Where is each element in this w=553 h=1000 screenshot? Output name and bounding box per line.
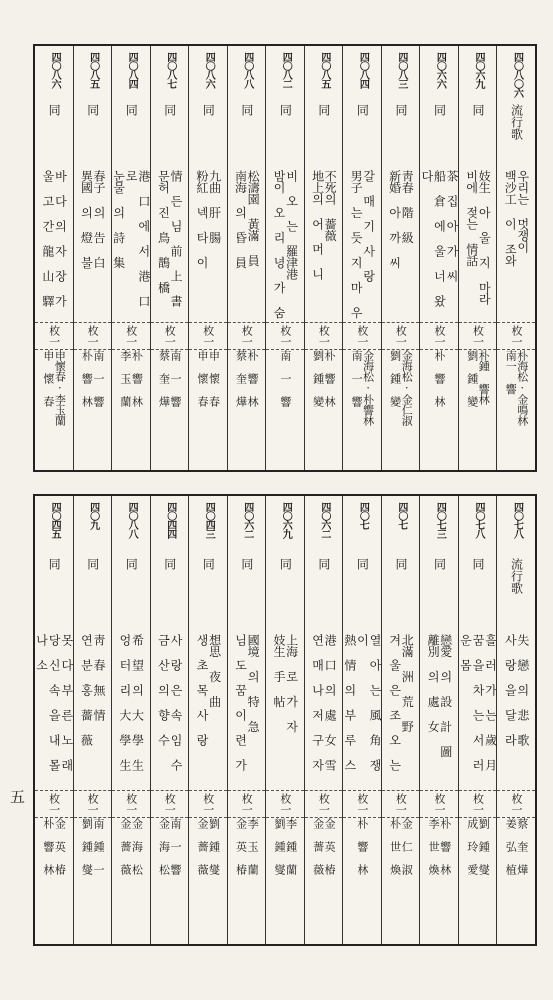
- catalog-number: 四〇八八: [126, 502, 138, 538]
- catalog-number: 四〇六九: [280, 502, 292, 538]
- genre-label: 同: [316, 558, 331, 570]
- record-entry: [35, 496, 73, 944]
- record-entry: [188, 496, 227, 944]
- performer-credits: 南 一 響 朴 響 林: [80, 350, 105, 407]
- record-entry: [458, 496, 497, 944]
- genre-label: 同: [278, 558, 293, 570]
- record-entry: [458, 46, 497, 470]
- song-titles: 情 든 님 前 上 書 문허 진 鳥 鵲 橋: [156, 170, 184, 307]
- catalog-number: 四〇八〇六: [511, 52, 523, 97]
- catalog-number: 四〇七: [395, 502, 407, 529]
- performer-credits: 金 英 椿 朴 響 林: [41, 818, 67, 875]
- record-entry: [111, 496, 150, 944]
- disc-count: 枚一: [510, 325, 523, 347]
- song-titles: 不死의 薔薇 地上의 어 머 니: [310, 170, 338, 280]
- song-titles: 갈 매 기 사 랑 男子 는 듯 지 마 우: [349, 170, 376, 318]
- catalog-number: 四〇八七: [164, 52, 176, 88]
- disc-count: 枚一: [240, 325, 254, 347]
- genre-label: 同: [316, 104, 331, 116]
- catalog-number: 四〇九: [87, 502, 99, 529]
- genre-label: 同: [355, 104, 370, 116]
- disc-count: 枚一: [317, 793, 331, 815]
- record-entry: [304, 46, 343, 470]
- record-entry: [342, 496, 381, 944]
- song-titles: 希 望 의 大 學 生 엉 터 리 大 學 生: [117, 634, 145, 771]
- genre-label: 同: [278, 104, 293, 116]
- record-entry: [496, 496, 535, 944]
- performer-credits: 朴 響 林: [355, 818, 369, 875]
- catalog-number: 四〇八八: [241, 52, 253, 88]
- performer-credits: 南 鍾 一 劉 鍾 燮: [80, 818, 105, 875]
- genre-label: 同: [47, 558, 62, 570]
- record-entry: [419, 496, 458, 944]
- catalog-number: 四〇七: [357, 502, 369, 529]
- song-titles: 春子 의 告 白 異國 의 燈 불: [79, 170, 106, 268]
- genre-label: 同: [239, 558, 254, 570]
- disc-count: 枚一: [278, 793, 292, 815]
- performer-credits: 李 玉 蘭 金 英 椿: [234, 818, 260, 875]
- genre-label: 同: [471, 558, 485, 570]
- song-titles: 흘 러 가 는 歲 月 꿈 을 차 는 서 러 운 몸: [458, 634, 498, 771]
- record-entry: [265, 496, 304, 944]
- disc-count: 枚一: [124, 325, 138, 347]
- song-titles: 北滿 洲 荒 野 겨 울 은 조 오 는: [387, 634, 415, 771]
- page-number: 五: [8, 789, 26, 804]
- genre-label: 同: [239, 104, 254, 116]
- disc-count: 枚一: [201, 793, 215, 815]
- record-entry: [35, 46, 73, 470]
- disc-count: 枚一: [163, 325, 177, 347]
- disc-count: 枚一: [47, 325, 61, 347]
- disc-count: 枚一: [355, 325, 369, 347]
- performer-credits: 申 懷 春 申 懷 春: [195, 350, 221, 407]
- performer-credits: 朴 響 林 李 世 煥: [427, 818, 452, 875]
- performer-credits: 朴 響 林 蔡 奎 燁: [234, 350, 260, 407]
- song-titles: 바 다 의 자 장 가 울 고 간 龍 山 驛: [40, 170, 68, 307]
- performer-credits: 李 鍾 蘭 劉 鍾 燮: [273, 818, 298, 875]
- song-titles: 비 오 는 羅津港 밤이 오 리 녕 가 숨: [272, 170, 299, 318]
- genre-label: 同: [201, 558, 216, 570]
- record-entry: [188, 46, 227, 470]
- performer-credits: 南 一 響 金 海 松: [157, 818, 182, 875]
- record-entry: [381, 496, 420, 944]
- genre-label: 同: [85, 104, 100, 116]
- genre-label: 同: [432, 104, 447, 116]
- record-entry: [150, 496, 189, 944]
- record-entry: [227, 496, 266, 944]
- performer-credits: 朴 響 林 李 玉 蘭: [118, 350, 144, 407]
- catalog-number: 四〇八五: [318, 52, 330, 88]
- song-titles: 戀愛 의 設 計 圖 離別 의 處 女: [426, 634, 453, 757]
- song-titles: 松濤園 黃滿 員 南海 의 昏 員: [233, 170, 261, 268]
- catalog-number: 四〇七八: [511, 502, 523, 538]
- catalog-number: 四〇八六: [49, 52, 61, 88]
- performer-credits: 朴 響 林 劉 鍾 變: [311, 350, 337, 407]
- performer-credits: 朴 響 林: [432, 350, 446, 407]
- performer-credits: 朴鍾 響林 劉 鍾 變: [465, 350, 491, 407]
- genre-label: 同: [355, 558, 370, 570]
- performer-credits: 劉 鍾 燮 金 薔 薇: [195, 818, 221, 875]
- catalog-number: 四〇八三: [395, 52, 407, 88]
- catalog-number: 四〇七八: [472, 502, 484, 538]
- record-entry: [419, 46, 458, 470]
- disc-count: 枚一: [240, 793, 254, 815]
- song-titles: 우리는 멋쟁이 백沙工 이 조와: [503, 170, 530, 266]
- song-titles: 사 랑 은 속 임 수 금 산 의 향 수: [156, 634, 184, 771]
- performer-credits: 金 仁 淑 朴 世 煥: [388, 818, 414, 875]
- disc-count: 枚一: [510, 793, 523, 815]
- disc-count: 枚一: [355, 793, 369, 815]
- performer-credits: 金 海 松 金 薔 薇: [118, 818, 144, 875]
- record-entry: [227, 46, 266, 470]
- performer-credits: 金海松·金仁淑 劉 鍾 變: [388, 350, 414, 426]
- genre-label: 同: [393, 558, 408, 570]
- song-titles: 九曲 肝 腸 粉紅 넥 타 이: [194, 170, 222, 268]
- record-entry: [496, 46, 535, 470]
- catalog-number: 四〇六六: [434, 52, 446, 88]
- performer-credits: 朴海松·金鳴林 南一 響: [504, 350, 529, 426]
- record-entry: [342, 46, 381, 470]
- song-titles: 國境 의 特 急 님 도 꿈 이 련 가: [233, 634, 261, 771]
- catalog-number: 四〇八五: [87, 52, 99, 88]
- performer-credits: 南 一 響: [278, 350, 292, 407]
- catalog-number: 四〇六二: [241, 502, 253, 538]
- catalog-number: 四〇四三: [203, 502, 215, 538]
- disc-count: 枚一: [471, 793, 485, 815]
- record-table-bottom: [33, 494, 537, 946]
- performer-credits: 申懷春·李玉蘭 申 懷 春: [41, 350, 67, 426]
- genre-label: 同: [124, 558, 139, 570]
- catalog-number: 四〇八四: [126, 52, 138, 88]
- disc-count: 枚一: [201, 325, 215, 347]
- disc-count: 枚一: [163, 793, 177, 815]
- song-titles: 港 口 의 處 女 雪 연 매 나 저 구 자: [310, 634, 338, 771]
- catalog-number: 四〇七三: [434, 502, 446, 538]
- genre-label: 同: [432, 558, 447, 570]
- performer-credits: 劉 鍾 燮 成 玲 愛: [465, 818, 491, 875]
- song-titles: 想思 夜 曲 생 초 목 사 랑: [194, 634, 222, 746]
- disc-count: 枚一: [471, 325, 485, 347]
- performer-credits: 南 一 響 蔡 奎 燁: [157, 350, 182, 407]
- record-entry: [381, 46, 420, 470]
- genre-label: 同: [471, 104, 485, 116]
- genre-label: 同: [85, 558, 100, 570]
- genre-label: 流行歌: [509, 558, 524, 594]
- disc-count: 枚一: [394, 325, 408, 347]
- song-titles: 失 戀 의 悲 歌 사 랑 을 달 라: [503, 634, 530, 746]
- record-table-top: [33, 44, 537, 472]
- disc-count: 枚一: [317, 325, 331, 347]
- record-entry: [304, 496, 343, 944]
- disc-count: 枚一: [394, 793, 408, 815]
- disc-count: 枚一: [278, 325, 292, 347]
- record-entry: [111, 46, 150, 470]
- performer-credits: 金海松·朴響林 南 一 響: [350, 350, 375, 426]
- song-titles: 妓生 아 울 지 마라 비에 젖는 情話: [464, 170, 492, 305]
- catalog-number: 四〇八二: [280, 52, 292, 88]
- disc-count: 枚一: [47, 793, 61, 815]
- disc-count: 枚一: [432, 325, 446, 347]
- genre-label: 同: [201, 104, 216, 116]
- record-entry: [73, 496, 112, 944]
- disc-count: 枚一: [86, 793, 100, 815]
- genre-label: 流行歌: [509, 104, 524, 140]
- performer-credits: 金 英 椿 金 薔 薇: [311, 818, 337, 875]
- song-titles: 靑 春 無 情 연 분 홍 薔 薇: [79, 634, 106, 746]
- song-titles: 港 口 에 서 港 口 로 눈물 의 詩 集: [111, 170, 151, 307]
- song-titles: 上海 로 가 자 妓生 手 帖: [272, 634, 299, 732]
- song-titles: 못 다 부 른 노 래 당 신 속 을 내 몰 나 소: [34, 634, 74, 771]
- genre-label: 同: [393, 104, 408, 116]
- record-entry: [73, 46, 112, 470]
- performer-credits: 蔡 奎 燁 姜 弘 植: [504, 818, 529, 875]
- record-entry: [150, 46, 189, 470]
- genre-label: 同: [162, 104, 177, 116]
- catalog-number: 四〇八六: [203, 52, 215, 88]
- disc-count: 枚一: [86, 325, 100, 347]
- record-entry: [265, 46, 304, 470]
- genre-label: 同: [162, 558, 177, 570]
- catalog-number: 四〇四五: [49, 502, 61, 538]
- catalog-number: 四〇八四: [357, 52, 369, 88]
- catalog-number: 四〇六二: [318, 502, 330, 538]
- song-titles: 靑春 階 級 新婚 아 까 씨: [387, 170, 415, 268]
- genre-label: 同: [47, 104, 62, 116]
- catalog-number: 四〇六九: [472, 52, 484, 88]
- disc-count: 枚一: [124, 793, 138, 815]
- catalog-number: 四〇四四: [164, 502, 176, 538]
- genre-label: 同: [124, 104, 139, 116]
- song-titles: 열 아 는 風 角 쟁 이 熱 情 의 부 루 스: [342, 634, 382, 771]
- disc-count: 枚一: [432, 793, 446, 815]
- song-titles: 茶 집 아 가 씨 船 倉 에 울 너 왔 다: [419, 170, 460, 307]
